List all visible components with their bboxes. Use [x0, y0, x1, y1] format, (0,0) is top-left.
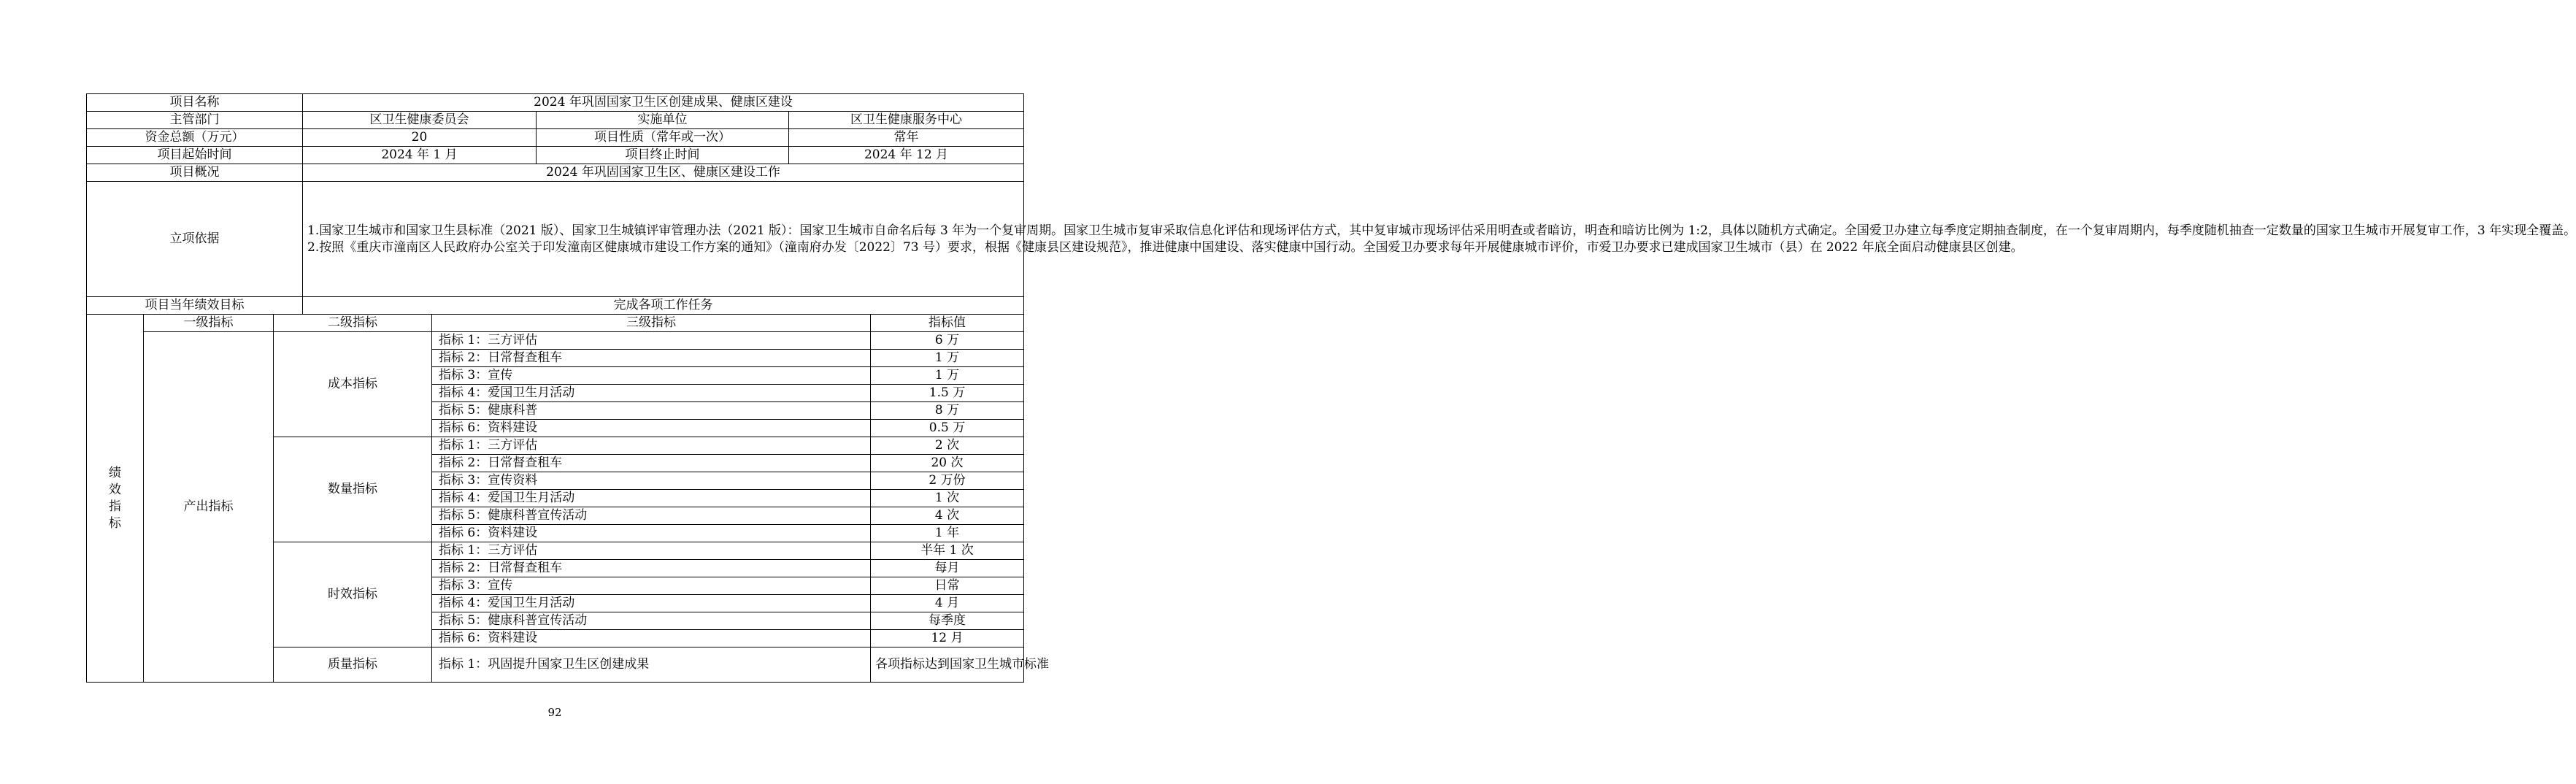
project-name-value: 2024 年巩固国家卫生区创建成果、健康区建设 — [303, 94, 1024, 112]
level2-quantity: 数量指标 — [274, 437, 432, 542]
indicator-name: 指标 3：宣传 — [432, 367, 871, 385]
indicator-value: 1.5 万 — [871, 385, 1024, 402]
nature-value: 常年 — [789, 129, 1024, 147]
level1-output: 产出指标 — [144, 332, 274, 683]
dept-value: 区卫生健康委员会 — [303, 112, 537, 129]
indicator-value: 2 次 — [871, 437, 1024, 455]
funds-value: 20 — [303, 129, 537, 147]
indicator-name: 指标 1：三方评估 — [432, 542, 871, 560]
end-label: 项目终止时间 — [537, 147, 789, 164]
row-overview — [87, 164, 1024, 182]
header-value: 指标值 — [871, 315, 1024, 332]
impl-label: 实施单位 — [537, 112, 789, 129]
indicator-name: 指标 3：宣传 — [432, 577, 871, 595]
indicator-value: 0.5 万 — [871, 420, 1024, 437]
indicator-value: 1 次 — [871, 490, 1024, 507]
row-funds — [87, 129, 1024, 147]
basis-text — [303, 182, 2576, 297]
indicator-value: 每季度 — [871, 612, 1024, 630]
impl-value: 区卫生健康服务中心 — [789, 112, 1024, 129]
level2-quality: 质量指标 — [274, 647, 432, 683]
indicator-value: 1 年 — [871, 525, 1024, 542]
indicator-name: 指标 5：健康科普 — [432, 402, 871, 420]
overview-label: 项目概况 — [87, 164, 303, 182]
perf-section-char: 指 — [109, 499, 121, 514]
goal-value: 完成各项工作任务 — [303, 297, 1024, 315]
indicator-name: 指标 1：三方评估 — [432, 437, 871, 455]
indicator-name: 指标 4：爱国卫生月活动 — [432, 385, 871, 402]
start-value: 2024 年 1 月 — [303, 147, 537, 164]
nature-label: 项目性质（常年或一次） — [537, 129, 789, 147]
basis-label: 立项依据 — [87, 182, 303, 297]
indicator-name: 指标 6：资料建设 — [432, 630, 871, 647]
overview-value: 2024 年巩固国家卫生区、健康区建设工作 — [303, 164, 1024, 182]
indicator-name: 指标 5：健康科普宣传活动 — [432, 612, 871, 630]
indicator-name: 指标 4：爱国卫生月活动 — [432, 595, 871, 612]
indicator-name: 指标 4：爱国卫生月活动 — [432, 490, 871, 507]
indicator-name: 指标 2：日常督查租车 — [432, 455, 871, 472]
indicator-value: 8 万 — [871, 402, 1024, 420]
performance-target-table — [86, 93, 2576, 683]
header-level3: 三级指标 — [432, 315, 871, 332]
row-department — [87, 112, 1024, 129]
indicator-value: 12 月 — [871, 630, 1024, 647]
indicator-name: 指标 6：资料建设 — [432, 525, 871, 542]
end-value: 2024 年 12 月 — [789, 147, 1024, 164]
indicator-value: 6 万 — [871, 332, 1024, 350]
perf-section-char: 效 — [109, 482, 121, 497]
project-name-label: 项目名称 — [87, 94, 303, 112]
funds-label: 资金总额（万元） — [87, 129, 303, 147]
row-indicator-header — [87, 315, 1024, 332]
row-goal — [87, 297, 1024, 315]
page-number: 92 — [547, 706, 562, 719]
start-label: 项目起始时间 — [87, 147, 303, 164]
row-time — [87, 147, 1024, 164]
level2-timeliness: 时效指标 — [274, 542, 432, 647]
basis-paragraph-1: 1.国家卫生城市和国家卫生县标准（2021 版）、国家卫生城镇评审管理办法（2021 版）：国家卫生城市自命名后每 3 年为一个复审周期。国家卫生城市复审采取信息化评估和现场评估方式，其中复审城市现场评估采用明查或者暗访，明查和暗访比例为 1:2，具体以随机方式确定。全国爱卫办建立每季度定期抽查制度，在一个复审周期内，每季度随机抽查一定数量的国家卫生城市开展复审工作，3 年实现全覆盖。 — [307, 223, 2576, 238]
header-level1: 一级指标 — [144, 315, 274, 332]
indicator-name: 指标 2：日常督查租车 — [432, 560, 871, 577]
indicator-name: 指标 2：日常督查租车 — [432, 350, 871, 367]
perf-section-char: 绩 — [109, 465, 121, 480]
indicator-value: 1 万 — [871, 350, 1024, 367]
perf-section-label — [87, 315, 144, 683]
dept-label: 主管部门 — [87, 112, 303, 129]
indicator-value: 2 万份 — [871, 472, 1024, 490]
indicator-value: 半年 1 次 — [871, 542, 1024, 560]
goal-label: 项目当年绩效目标 — [87, 297, 303, 315]
row-basis — [87, 182, 1024, 297]
indicator-row — [87, 332, 1024, 350]
row-project-name — [87, 94, 1024, 112]
indicator-name: 指标 6：资料建设 — [432, 420, 871, 437]
indicator-name: 指标 5：健康科普宣传活动 — [432, 507, 871, 525]
indicator-value: 1 万 — [871, 367, 1024, 385]
indicator-value: 每月 — [871, 560, 1024, 577]
header-level2: 二级指标 — [274, 315, 432, 332]
indicator-value: 4 月 — [871, 595, 1024, 612]
perf-section-char: 标 — [109, 515, 121, 531]
indicator-value: 20 次 — [871, 455, 1024, 472]
indicator-name: 指标 1：三方评估 — [432, 332, 871, 350]
basis-paragraph-2: 2.按照《重庆市潼南区人民政府办公室关于印发潼南区健康城市建设工作方案的通知》（潼南府办发〔2022〕73 号）要求，根据《健康县区建设规范》，推进健康中国建设、落实健康中国行动。全国爱卫办要求每年开展健康城市评价，市爱卫办要求已建成国家卫生城市（县）在 2022 年底全面启动健康县区创建。 — [307, 239, 2023, 255]
indicator-value: 4 次 — [871, 507, 1024, 525]
indicator-value: 各项指标达到国家卫生城市标准 — [871, 647, 1024, 683]
indicator-name: 指标 1：巩固提升国家卫生区创建成果 — [432, 647, 871, 683]
indicator-name: 指标 3：宣传资料 — [432, 472, 871, 490]
level2-cost: 成本指标 — [274, 332, 432, 437]
indicator-value: 日常 — [871, 577, 1024, 595]
